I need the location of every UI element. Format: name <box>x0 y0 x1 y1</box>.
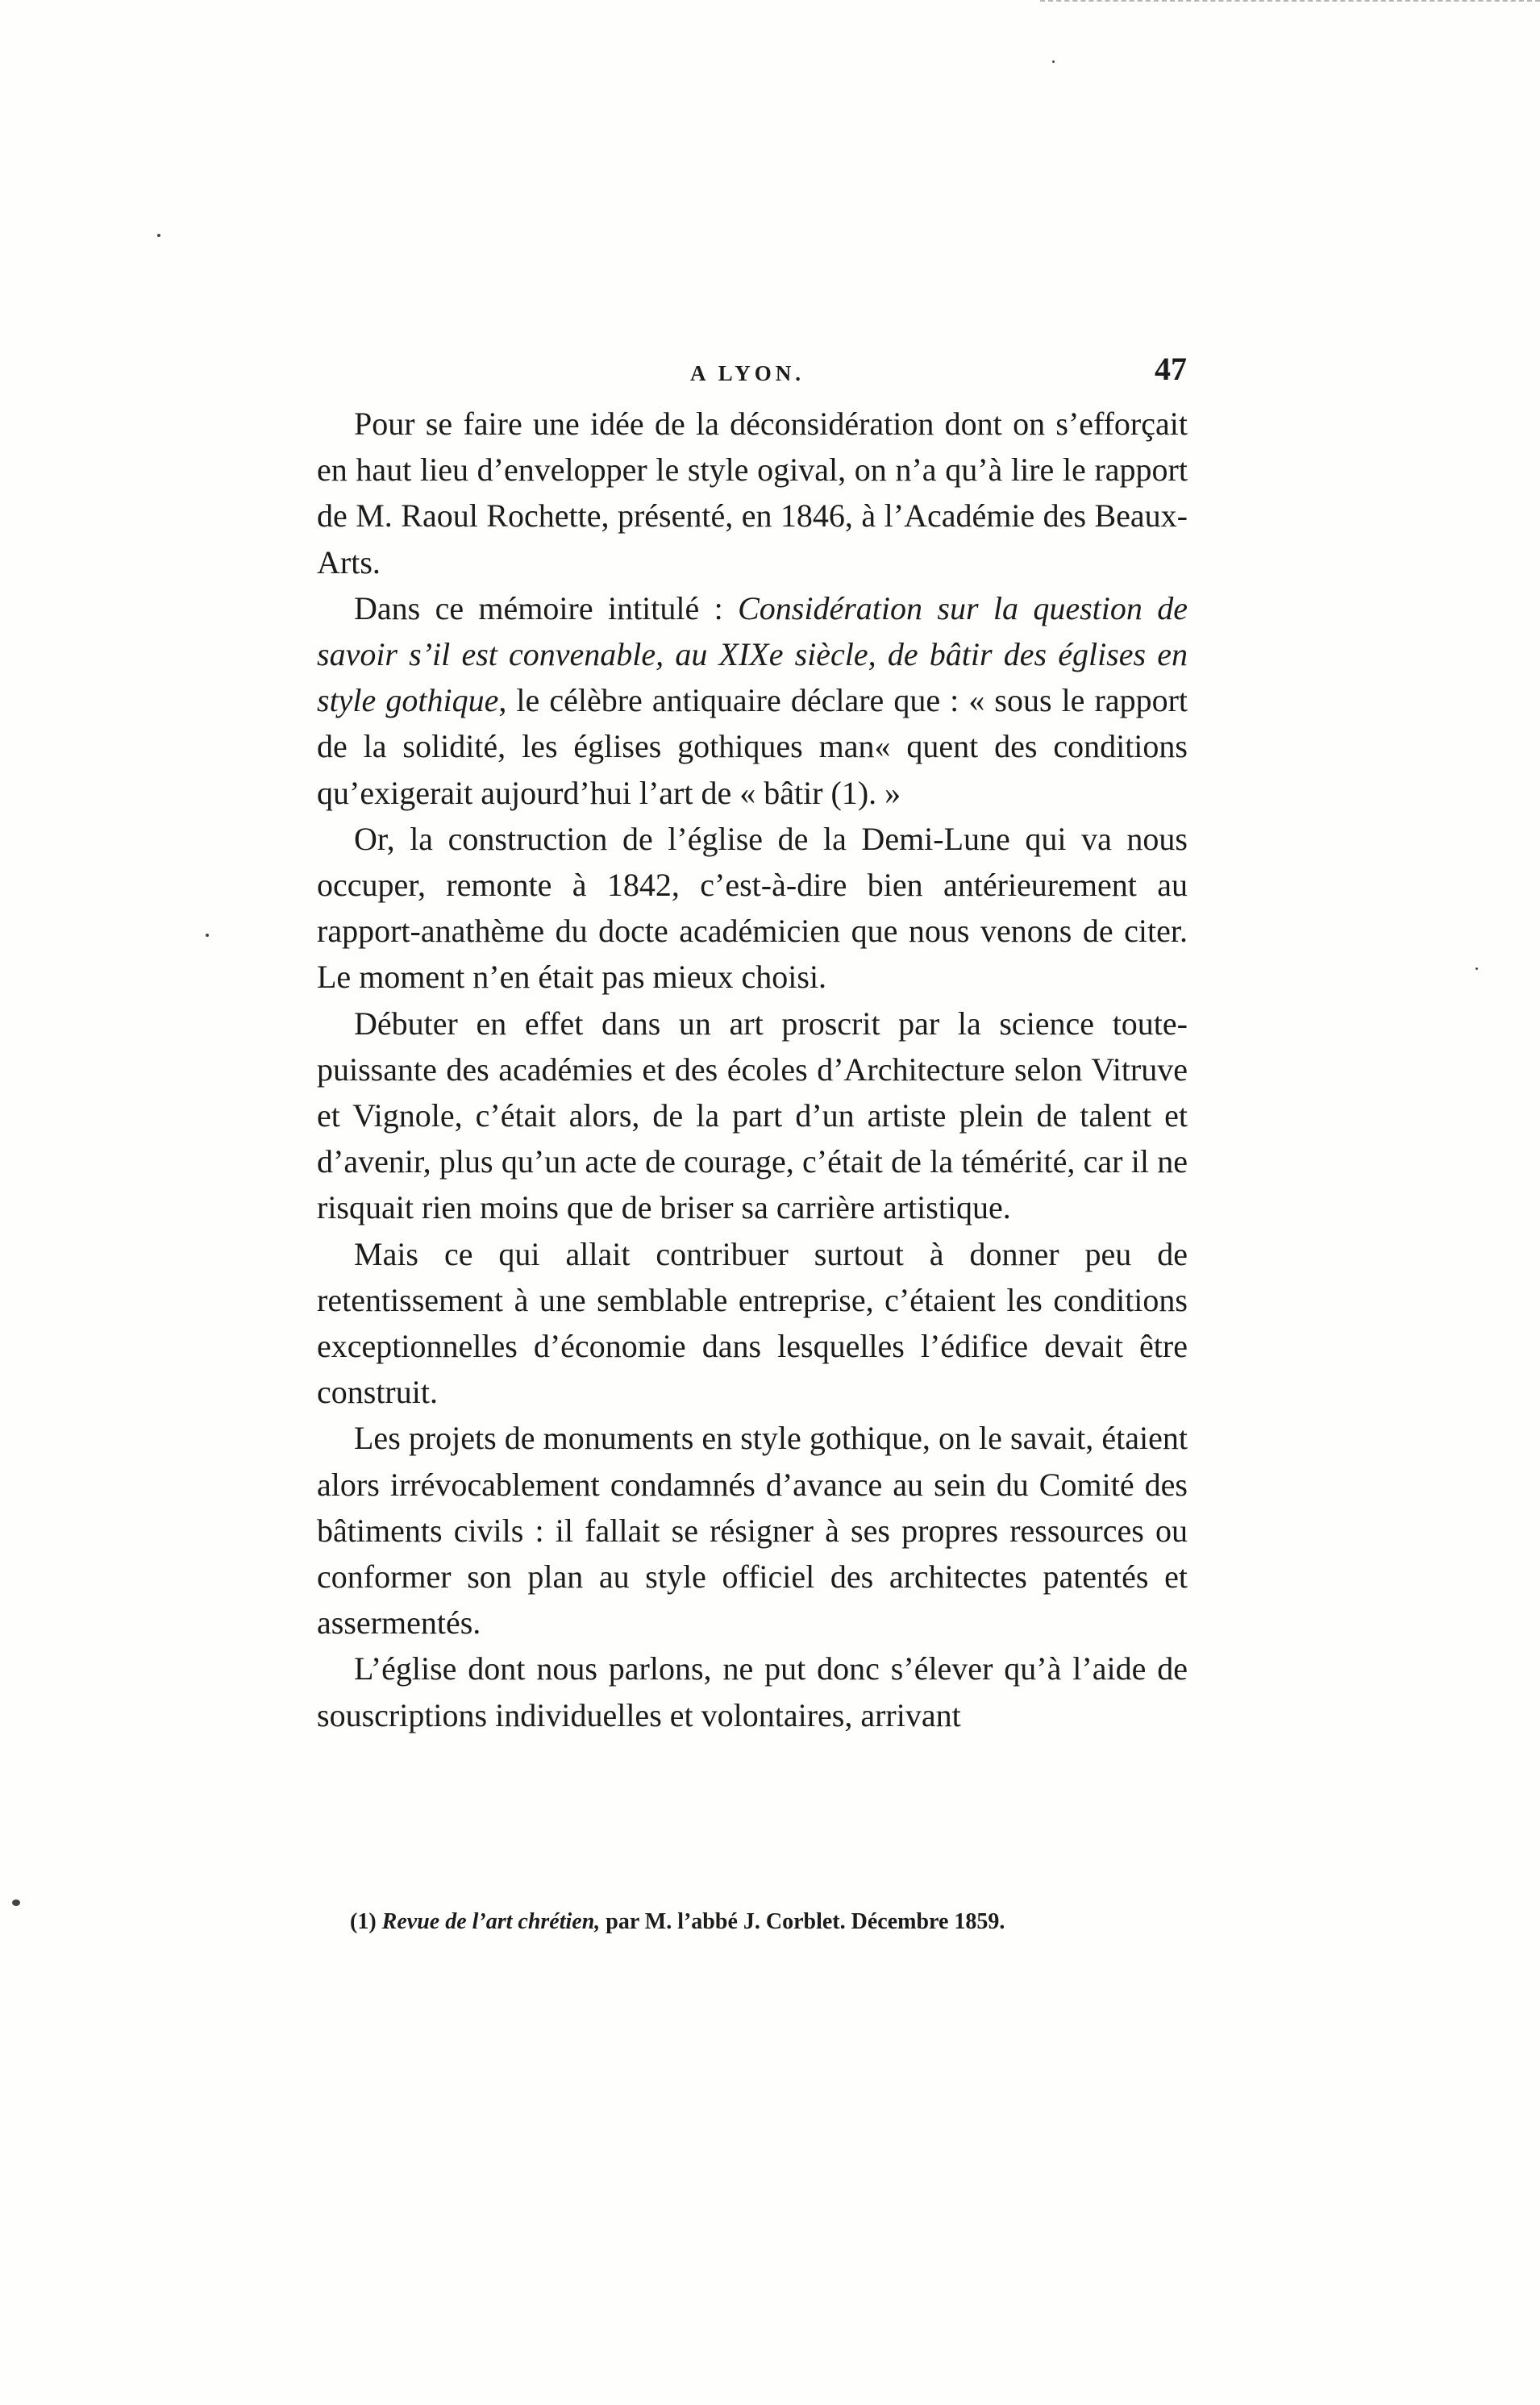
scan-speck <box>157 234 160 237</box>
paragraph-2 <box>317 585 1188 816</box>
running-head: A LYON. <box>690 361 805 385</box>
footnote-marker: (1) <box>350 1909 377 1934</box>
paragraph-1: Pour se faire une idée de la déconsidération dont on s’efforçait en haut lieu d’envelopper le style ogival, on n’a qu’à lire le rapport de M. Raoul Rochette, présenté, en 1846, à l’Académie des Beaux-Arts. <box>317 406 1188 580</box>
scan-speck <box>1052 60 1055 63</box>
body-text <box>317 401 1188 1738</box>
footnote-rest: par M. l’abbé J. Corblet. Décembre 1859. <box>606 1909 1005 1934</box>
memoir-title: Considération sur la question de savoir s’il est convenable, au XIXe siècle, de bâtir des églises en style gothique <box>317 589 1188 719</box>
paragraph-2-lead: Dans ce mémoire intitulé : <box>354 589 739 626</box>
page-number: 47 <box>1155 351 1187 387</box>
scan-speck <box>12 1899 20 1906</box>
paragraph-4: Débuter en effet dans un art proscrit par la science toute-puissante des académies et des écoles d’Architecture selon Vitruve et Vignole, c’était alors, de la part d’un artiste plein de talent et d’avenir, plus qu’un acte de courage, c’était de la témérité, car il ne risquait rien moins que de briser sa carrière artistique. <box>317 1005 1188 1226</box>
page-header <box>319 350 1187 398</box>
paragraph-5: Mais ce qui allait contribuer surtout à donner peu de retentissement à une semblable entreprise, c’étaient les conditions exceptionnelles d’économie dans lesquelles l’édifice devait être construit. <box>317 1235 1188 1411</box>
scan-speck <box>1475 967 1478 970</box>
paragraph-2-tail: , le célèbre antiquaire déclare que : « sous le rapport de la solidité, les églises gothiques man« quent des conditions qu’exigerait aujourd’hui l’art de « bâtir (1). » <box>317 682 1188 811</box>
paragraph-6: Les projets de monuments en style gothique, on le savait, étaient alors irrévocablement condamnés d’avance au sein du Comité des bâtiments civils : il fallait se résigner à ses propres ressources ou conformer son plan au style officiel des architectes patentés et assermentés. <box>317 1420 1188 1641</box>
footnote <box>350 1909 1188 1935</box>
paragraph-3: Or, la construction de l’église de la Demi-Lune qui va nous occuper, remonte à 1842, c’est-à-dire bien antérieurement au rapport-anathème du docte académicien que nous venons de citer. Le moment n’en était pas mieux choisi. <box>317 820 1188 996</box>
footnote-source-title: Revue de l’art chrétien, <box>381 1909 601 1934</box>
paragraph-7: L’église dont nous parlons, ne put donc s’élever qu’à l’aide de souscriptions individuelles et volontaires, arrivant <box>317 1650 1188 1733</box>
scan-speck <box>206 934 209 937</box>
scan-artifact <box>1040 0 1540 6</box>
